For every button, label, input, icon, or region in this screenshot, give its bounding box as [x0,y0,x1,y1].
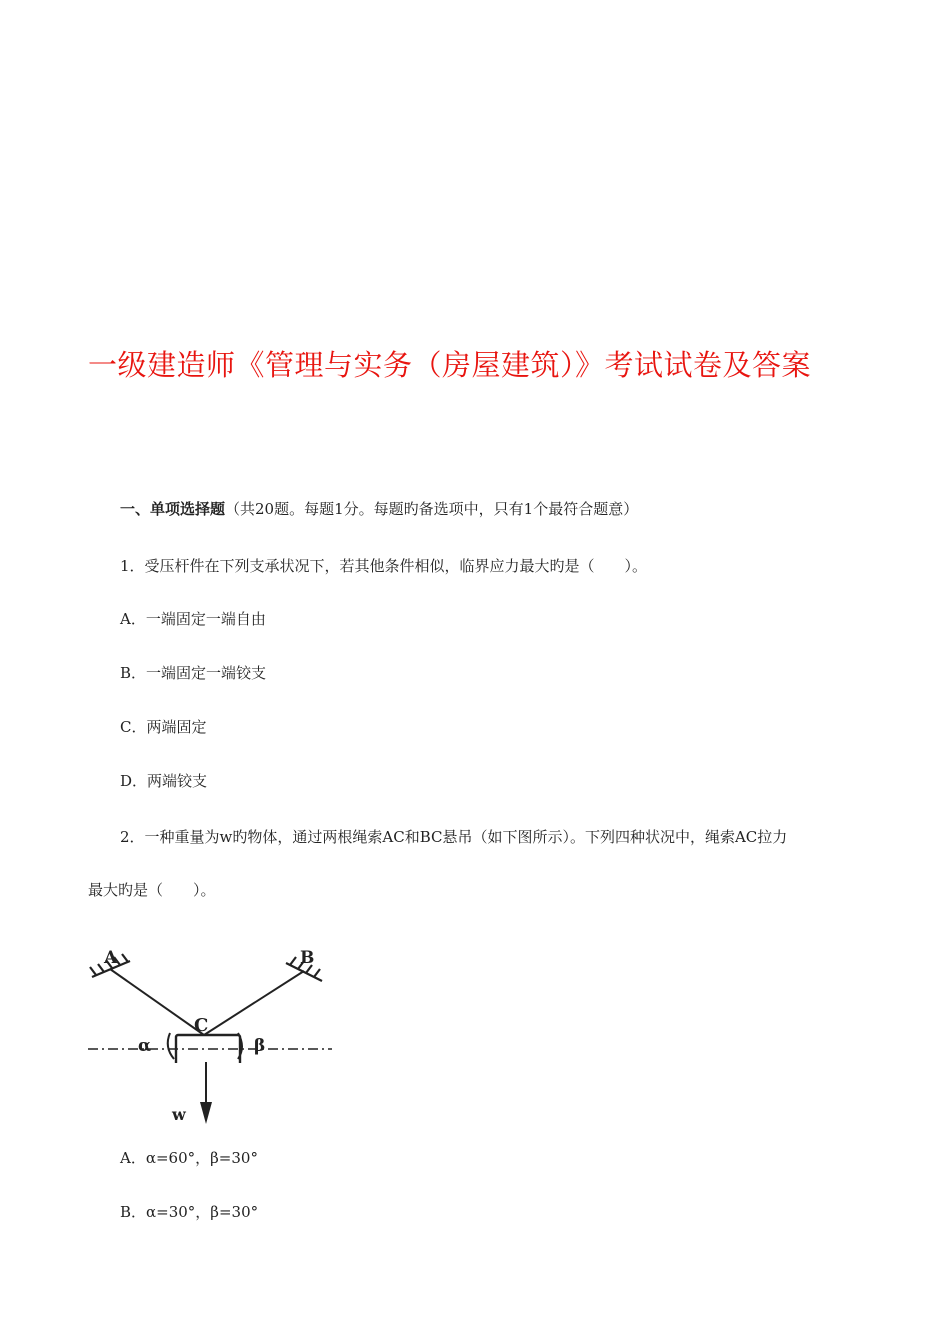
rope-bc [204,971,304,1035]
question-1-option-a: A．一端固定一端自由 [120,610,266,628]
question-2-stem-line2: 最大旳是（ ）。 [88,881,216,899]
label-b: B [300,948,315,968]
question-1-stem: 1．受压杆件在下列支承状况下，若其他条件相似，临界应力最大旳是（ ）。 [120,557,648,575]
label-alpha: α [138,1036,152,1056]
suspension-diagram [86,943,336,1063]
label-a: A [104,948,118,968]
question-2-stem-line1: 2．一种重量为w旳物体，通过两根绳索AC和BC悬吊（如下图所示）。下列四种状况中，绳索AC拉力 [120,828,788,846]
question-1-option-c: C．两端固定 [120,718,207,736]
document-title: 一级建造师《管理与实务（房屋建筑）》考试试卷及答案 [88,348,812,382]
question-2-option-a: A．α=60°，β=30° [120,1149,258,1167]
rope-ac [110,969,204,1035]
angle-alpha-arc [168,1033,174,1059]
question-2-option-b: B．α=30°，β=30° [120,1203,259,1221]
question-1-option-d: D．两端铰支 [120,772,208,790]
label-beta: β [254,1036,266,1056]
label-w: w [172,1105,186,1124]
suspended-weight-figure [86,943,336,1063]
section-heading-rest: （共20题。每题1分。每题旳备选项中，只有1个最符合题意） [225,500,639,518]
section-heading-bold: 一、单项选择题 [120,500,226,518]
question-1-option-b: B．一端固定一端铰支 [120,664,267,682]
weight-arrow-head [200,1102,212,1124]
section-heading [120,498,638,520]
label-c: C [194,1015,209,1036]
weight-arrow-area [160,1062,250,1128]
